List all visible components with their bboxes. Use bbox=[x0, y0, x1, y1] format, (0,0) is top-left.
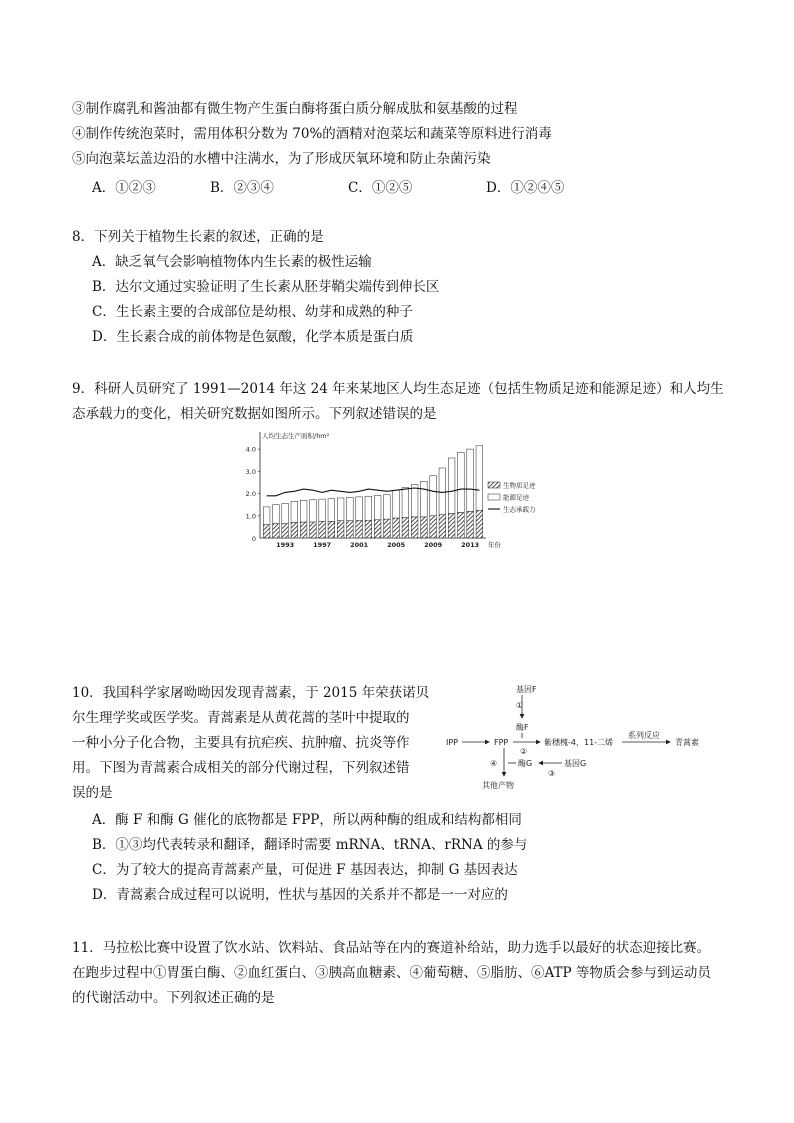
x-tick-label: 2009 bbox=[424, 541, 443, 549]
bar-biomass bbox=[356, 520, 363, 538]
x-tick-label: 2013 bbox=[461, 541, 480, 549]
step-3-label: ③ bbox=[548, 769, 556, 778]
q9-stem-line1: 9．科研人员研究了 1991—2014 年这 24 年来某地区人均生态足迹（包括生物质足迹和能源足迹）和人均生 bbox=[72, 381, 724, 397]
x-tick-label: 1997 bbox=[313, 541, 332, 549]
bar-energy bbox=[282, 504, 289, 524]
bar-energy bbox=[337, 498, 344, 521]
step-1-label: ① bbox=[516, 701, 524, 710]
bar-biomass bbox=[282, 524, 289, 538]
enzyme-f-label: 酶F bbox=[516, 723, 529, 732]
bar-energy bbox=[347, 497, 354, 520]
bar-biomass bbox=[337, 521, 344, 538]
legend-swatch-energy bbox=[488, 494, 500, 500]
x-tick-label: 2001 bbox=[350, 541, 369, 549]
q11-stem-line2: 在跑步过程中①胃蛋白酶、②血红蛋白、③胰高血糖素、④葡萄糖、⑤脂肪、⑥ATP 等物质会参与到运动员 bbox=[72, 965, 711, 981]
bar-energy bbox=[393, 490, 400, 518]
other-products-label: 其他产物 bbox=[482, 781, 514, 790]
series-reaction-label: 系列反应 bbox=[628, 731, 660, 740]
q10-stem-line2: 尔生理学奖或医学奖。青蒿素是从黄花蒿的茎叶中提取的 bbox=[72, 710, 410, 726]
bar-biomass bbox=[291, 522, 298, 538]
bar-energy bbox=[430, 476, 437, 516]
ipp-label: IPP bbox=[446, 738, 459, 747]
bar-biomass bbox=[300, 522, 307, 538]
bar-biomass bbox=[365, 520, 372, 538]
q10-pathway-diagram bbox=[444, 684, 744, 794]
y-axis-title: 人均生态生产面积/hm² bbox=[262, 432, 330, 440]
fpp-label: FPP bbox=[494, 738, 509, 747]
q7-option-a: A．①②③ bbox=[92, 180, 156, 196]
q8-stem: 8．下列关于植物生长素的叙述，正确的是 bbox=[72, 229, 324, 245]
bar-biomass bbox=[319, 521, 326, 538]
legend-swatch-biomass bbox=[488, 482, 500, 488]
q9-chart bbox=[240, 430, 536, 552]
legend-label-biomass: 生物质足迹 bbox=[503, 481, 536, 490]
bar-energy bbox=[411, 485, 418, 517]
y-tick-label: 4.0 bbox=[245, 445, 256, 454]
bar-biomass bbox=[411, 517, 418, 538]
bar-biomass bbox=[439, 515, 446, 538]
q11-stem-line3: 的代谢活动中。下列叙述正确的是 bbox=[72, 990, 275, 1006]
gene-g-label: 基因G bbox=[564, 759, 587, 768]
bar-biomass bbox=[402, 518, 409, 538]
bar-energy bbox=[365, 496, 372, 520]
bar-energy bbox=[300, 500, 307, 522]
step-4-label: ④ bbox=[490, 759, 498, 768]
y-origin-label: 0 bbox=[251, 535, 256, 543]
q8-option-a: A．缺乏氧气会影响植物体内生长素的极性运输 bbox=[92, 254, 372, 270]
q7-statement-4: ④制作传统泡菜时，需用体积分数为 70%的酒精对泡菜坛和蔬菜等原料进行消毒 bbox=[72, 126, 552, 142]
bar-biomass bbox=[467, 511, 474, 538]
q7-statement-5: ⑤向泡菜坛盖边沿的水槽中注满水，为了形成厌氧环境和防止杂菌污染 bbox=[72, 151, 491, 167]
bar-energy bbox=[384, 495, 391, 519]
q10-option-a: A．酶 F 和酶 G 催化的底物都是 FPP，所以两种酶的组成和结构都相同 bbox=[92, 812, 522, 828]
bar-energy bbox=[319, 499, 326, 521]
bar-biomass bbox=[384, 519, 391, 538]
step-2-label: ② bbox=[520, 747, 528, 756]
q7-option-b: B．②③④ bbox=[210, 180, 274, 196]
bar-biomass bbox=[273, 524, 280, 538]
q10-option-d: D．青蒿素合成过程可以说明，性状与基因的关系并不都是一一对应的 bbox=[92, 887, 508, 903]
q11-stem-line1: 11．马拉松比赛中设置了饮水站、饮料站、食品站等在内的赛道补给站，助力选手以最好的状态迎接比赛。 bbox=[72, 940, 711, 956]
q7-option-d: D．①②④⑤ bbox=[486, 180, 565, 196]
q8-option-d: D．生长素合成的前体物是色氨酸，化学本质是蛋白质 bbox=[92, 329, 414, 345]
q10-option-b: B．①③均代表转录和翻译，翻译时需要 mRNA、tRNA、rRNA 的参与 bbox=[92, 837, 528, 853]
enzyme-g-label: 酶G bbox=[518, 759, 533, 768]
q10-stem-line5: 误的是 bbox=[72, 785, 113, 801]
bar-energy bbox=[421, 481, 428, 517]
line-ecological-capacity bbox=[267, 488, 480, 496]
q7-option-c: C．①②⑤ bbox=[348, 180, 413, 196]
bar-energy bbox=[291, 501, 298, 522]
bar-energy bbox=[273, 505, 280, 524]
intermediate-label: 紫穗槐-4，11-二烯 bbox=[544, 738, 614, 747]
bar-biomass bbox=[476, 510, 483, 538]
q7-statement-3: ③制作腐乳和酱油都有微生物产生蛋白酶将蛋白质分解成肽和氨基酸的过程 bbox=[72, 101, 518, 117]
bar-energy bbox=[476, 446, 483, 510]
bar-biomass bbox=[263, 525, 270, 538]
bar-energy bbox=[467, 449, 474, 511]
bar-energy bbox=[356, 497, 363, 520]
legend-label-capacity: 生态承载力 bbox=[503, 505, 536, 514]
bar-energy bbox=[263, 507, 270, 525]
bar-biomass bbox=[310, 522, 317, 538]
q8-option-c: C．生长素主要的合成部位是幼根、幼芽和成熟的种子 bbox=[92, 304, 413, 320]
bar-energy bbox=[439, 468, 446, 515]
q10-stem-line1: 10．我国科学家屠呦呦因发现青蒿素，于 2015 年荣获诺贝 bbox=[72, 685, 430, 701]
bar-biomass bbox=[430, 516, 437, 538]
y-tick-label: 2.0 bbox=[245, 490, 256, 499]
bar-energy bbox=[374, 495, 381, 519]
q10-stem-line4: 用。下图为青蒿素合成相关的部分代谢过程，下列叙述错 bbox=[72, 760, 410, 776]
y-tick-label: 1.0 bbox=[245, 512, 256, 521]
x-axis-title: 年份 bbox=[488, 541, 501, 549]
gene-f-label: 基因F bbox=[516, 685, 537, 694]
bar-energy bbox=[402, 488, 409, 518]
q10-option-c: C．为了较大的提高青蒿素产量，可促进 F 基因表达，抑制 G 基因表达 bbox=[92, 862, 518, 878]
bar-energy bbox=[310, 500, 317, 522]
bar-energy bbox=[328, 499, 335, 522]
q10-stem-line3: 一种小分子化合物，主要具有抗疟疾、抗肿瘤、抗炎等作 bbox=[72, 735, 410, 751]
x-tick-label: 1993 bbox=[276, 541, 295, 549]
bar-biomass bbox=[374, 520, 381, 538]
bar-energy bbox=[458, 452, 465, 512]
bar-biomass bbox=[448, 514, 455, 538]
y-tick-label: 3.0 bbox=[245, 467, 256, 476]
q9-stem-line2: 态承载力的变化，相关研究数据如图所示。下列叙述错误的是 bbox=[72, 406, 437, 422]
bar-biomass bbox=[328, 521, 335, 538]
bar-energy bbox=[448, 458, 455, 514]
artemisinin-label: 青蒿素 bbox=[675, 738, 699, 747]
bar-biomass bbox=[421, 517, 428, 538]
bar-biomass bbox=[458, 512, 465, 538]
legend-label-energy: 能源足迹 bbox=[503, 493, 529, 502]
bar-biomass bbox=[347, 521, 354, 538]
x-tick-label: 2005 bbox=[387, 541, 406, 549]
bar-biomass bbox=[393, 518, 400, 538]
q8-option-b: B．达尔文通过实验证明了生长素从胚芽鞘尖端传到伸长区 bbox=[92, 279, 440, 295]
